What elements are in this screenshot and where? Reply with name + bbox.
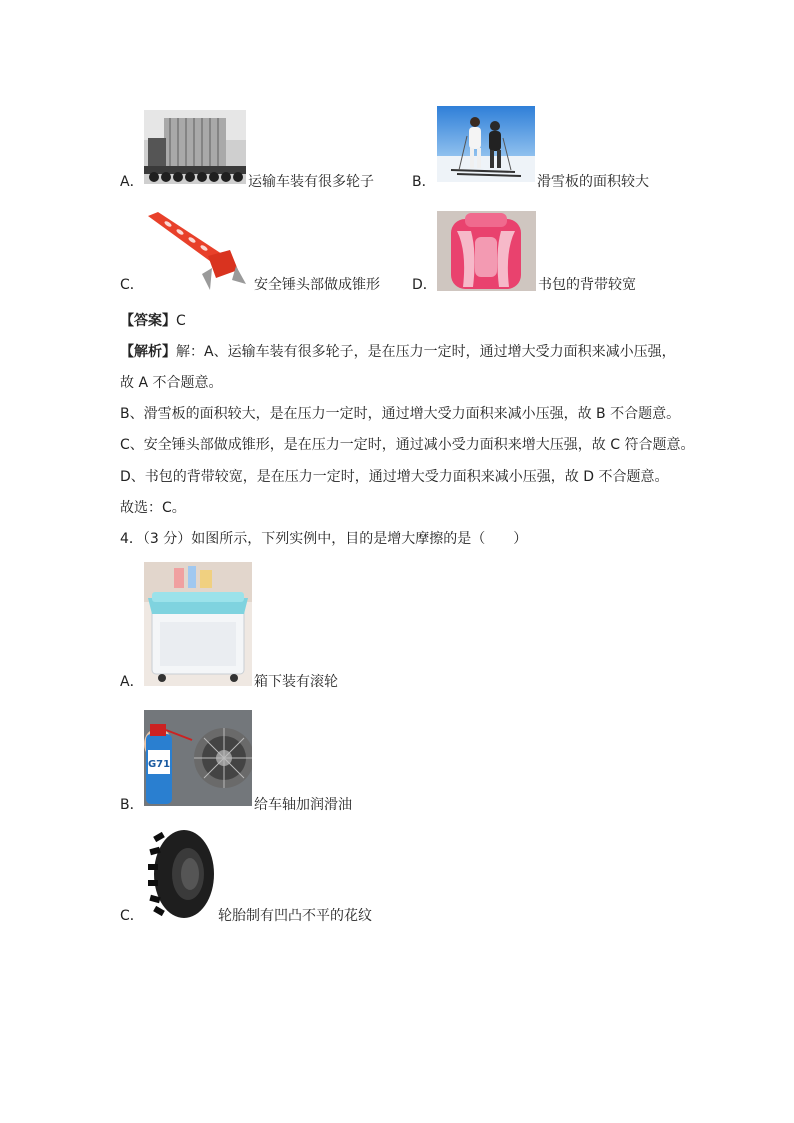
q4-option-a-text: 箱下装有滚轮	[254, 674, 338, 690]
tire-image	[144, 826, 216, 922]
analysis-tag: 【解析】	[120, 344, 176, 360]
q4-option-b-text: 给车轴加润滑油	[254, 797, 352, 813]
analysis-line-3: B、滑雪板的面积较大，是在压力一定时，通过增大受力面积来减小压强，故 B 不合题意。	[120, 406, 681, 422]
ski-image	[437, 106, 535, 182]
analysis-line-4: C、安全锤头部做成锥形，是在压力一定时，通过减小受力面积来增大压强，故 C 符合题意。	[120, 437, 695, 453]
backpack-image	[437, 211, 536, 291]
option-a-text: 运输车装有很多轮子	[248, 174, 374, 190]
storage-box-image	[144, 562, 252, 686]
svg-text:G71: G71	[147, 759, 171, 770]
q4-stem: 4．（3 分）如图所示，下列实例中，目的是增大摩擦的是（ ）	[120, 531, 528, 547]
analysis-line-6: 故选：C。	[120, 500, 186, 516]
option-b-text: 滑雪板的面积较大	[537, 174, 649, 190]
lubricant-spray-image	[144, 710, 252, 806]
option-c-text: 安全锤头部做成锥形	[254, 277, 380, 293]
option-d-letter: D．	[412, 277, 437, 293]
safety-hammer-image	[144, 210, 248, 294]
q4-option-a-letter: A．	[120, 674, 144, 690]
option-a-letter: A．	[120, 174, 144, 190]
q4-option-c-letter: C．	[120, 908, 144, 924]
analysis-line-1	[120, 343, 676, 361]
answer-value: C	[176, 313, 186, 329]
option-c-letter: C．	[120, 277, 144, 293]
truck-image	[144, 110, 246, 184]
option-d-text: 书包的背带较宽	[538, 277, 636, 293]
q4-option-c-text: 轮胎制有凹凸不平的花纹	[218, 908, 372, 924]
option-b-letter: B．	[412, 174, 436, 190]
q4-option-b-letter: B．	[120, 797, 144, 813]
analysis-text-1: 解：A、运输车装有很多轮子，是在压力一定时，通过增大受力面积来减小压强，	[176, 344, 676, 360]
analysis-line-5: D、书包的背带较宽，是在压力一定时，通过增大受力面积来减小压强，故 D 不合题意。	[120, 469, 669, 485]
answer-tag: 【答案】	[120, 313, 176, 329]
analysis-line-2: 故 A 不合题意。	[120, 375, 223, 391]
answer-line	[120, 312, 186, 330]
